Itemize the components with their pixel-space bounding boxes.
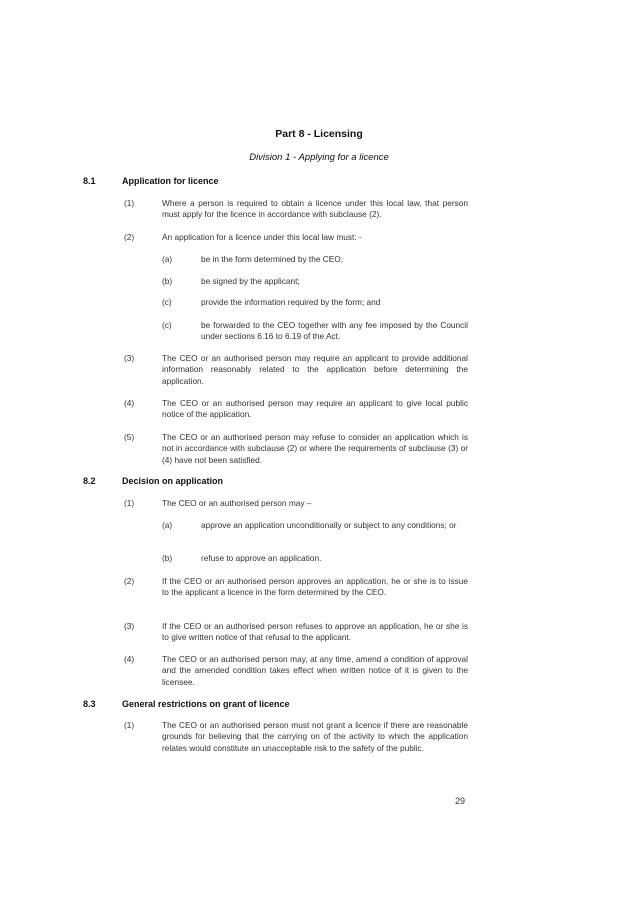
division-title: Division 1 - Applying for a licence bbox=[249, 152, 389, 163]
item-text: refuse to approve an application. bbox=[201, 553, 322, 563]
subclause-text: If the CEO or an authorised person refuses to approve an application, he or she is to give written notice of that refusal to the applicant. bbox=[162, 621, 468, 643]
subclause-number: (4) bbox=[124, 654, 135, 664]
subclause-text: If the CEO or an authorised person approves an application, he or she is to issue to the applicant a licence in the form determined by the CEO. bbox=[162, 576, 468, 598]
subclause-number: (1) bbox=[124, 720, 135, 730]
part-title: Part 8 - Licensing bbox=[275, 128, 363, 140]
section-number: 8.2 bbox=[83, 476, 96, 486]
subclause-number: (4) bbox=[124, 398, 135, 408]
subclause-text: The CEO or an authorised person may refuse to consider an application which is not in accordance with subclause (2) or where the requirements of subclause (3) or (4) have not been satisfied. bbox=[162, 432, 468, 465]
subclause-number: (2) bbox=[124, 576, 135, 586]
item-text: be signed by the applicant; bbox=[201, 276, 300, 286]
subclause-number: (5) bbox=[124, 432, 135, 442]
item-text: be forwarded to the CEO together with any fee imposed by the Council under sections 6.16 to 6.19 of the Act. bbox=[201, 320, 468, 342]
subclause-text: The CEO or an authorised person may, at any time, amend a condition of approval and the amended condition takes effect when written notice of it is given to the licensee. bbox=[162, 654, 468, 687]
item-text: be in the form determined by the CEO; bbox=[201, 254, 344, 264]
item-label: (a) bbox=[162, 520, 173, 530]
subclause-number: (1) bbox=[124, 498, 135, 508]
page-number: 29 bbox=[455, 796, 466, 806]
section-title: General restrictions on grant of licence bbox=[122, 699, 290, 709]
item-label: (c) bbox=[162, 320, 172, 330]
subclause-number: (2) bbox=[124, 232, 135, 242]
subclause-text: The CEO or an authorised person must not grant a licence if there are reasonable grounds for believing that the carrying on of the activity to which the application relates would constitute an unacceptable risk to the safety of the public. bbox=[162, 720, 468, 753]
subclause-number: (1) bbox=[124, 198, 135, 208]
item-label: (b) bbox=[162, 276, 173, 286]
subclause-text: Where a person is required to obtain a licence under this local law, that person must apply for the licence in accordance with subclause (2). bbox=[162, 198, 468, 220]
section-number: 8.3 bbox=[83, 699, 96, 709]
item-text: provide the information required by the form; and bbox=[201, 297, 381, 307]
section-title: Application for licence bbox=[122, 176, 219, 186]
subclause-text: An application for a licence under this local law must: - bbox=[162, 232, 362, 242]
item-label: (b) bbox=[162, 553, 173, 563]
section-number: 8.1 bbox=[83, 176, 96, 186]
item-label: (c) bbox=[162, 297, 172, 307]
item-label: (a) bbox=[162, 254, 173, 264]
subclause-number: (3) bbox=[124, 621, 135, 631]
subclause-text: The CEO or an authorised person may – bbox=[162, 498, 312, 508]
item-text: approve an application unconditionally or subject to any conditions; or bbox=[201, 520, 457, 530]
subclause-text: The CEO or an authorised person may require an applicant to give local public notice of the application. bbox=[162, 398, 468, 420]
subclause-number: (3) bbox=[124, 353, 135, 363]
subclause-text: The CEO or an authorised person may require an applicant to provide additional information reasonably related to the application before determining the application. bbox=[162, 353, 468, 386]
section-title: Decision on application bbox=[122, 476, 224, 486]
